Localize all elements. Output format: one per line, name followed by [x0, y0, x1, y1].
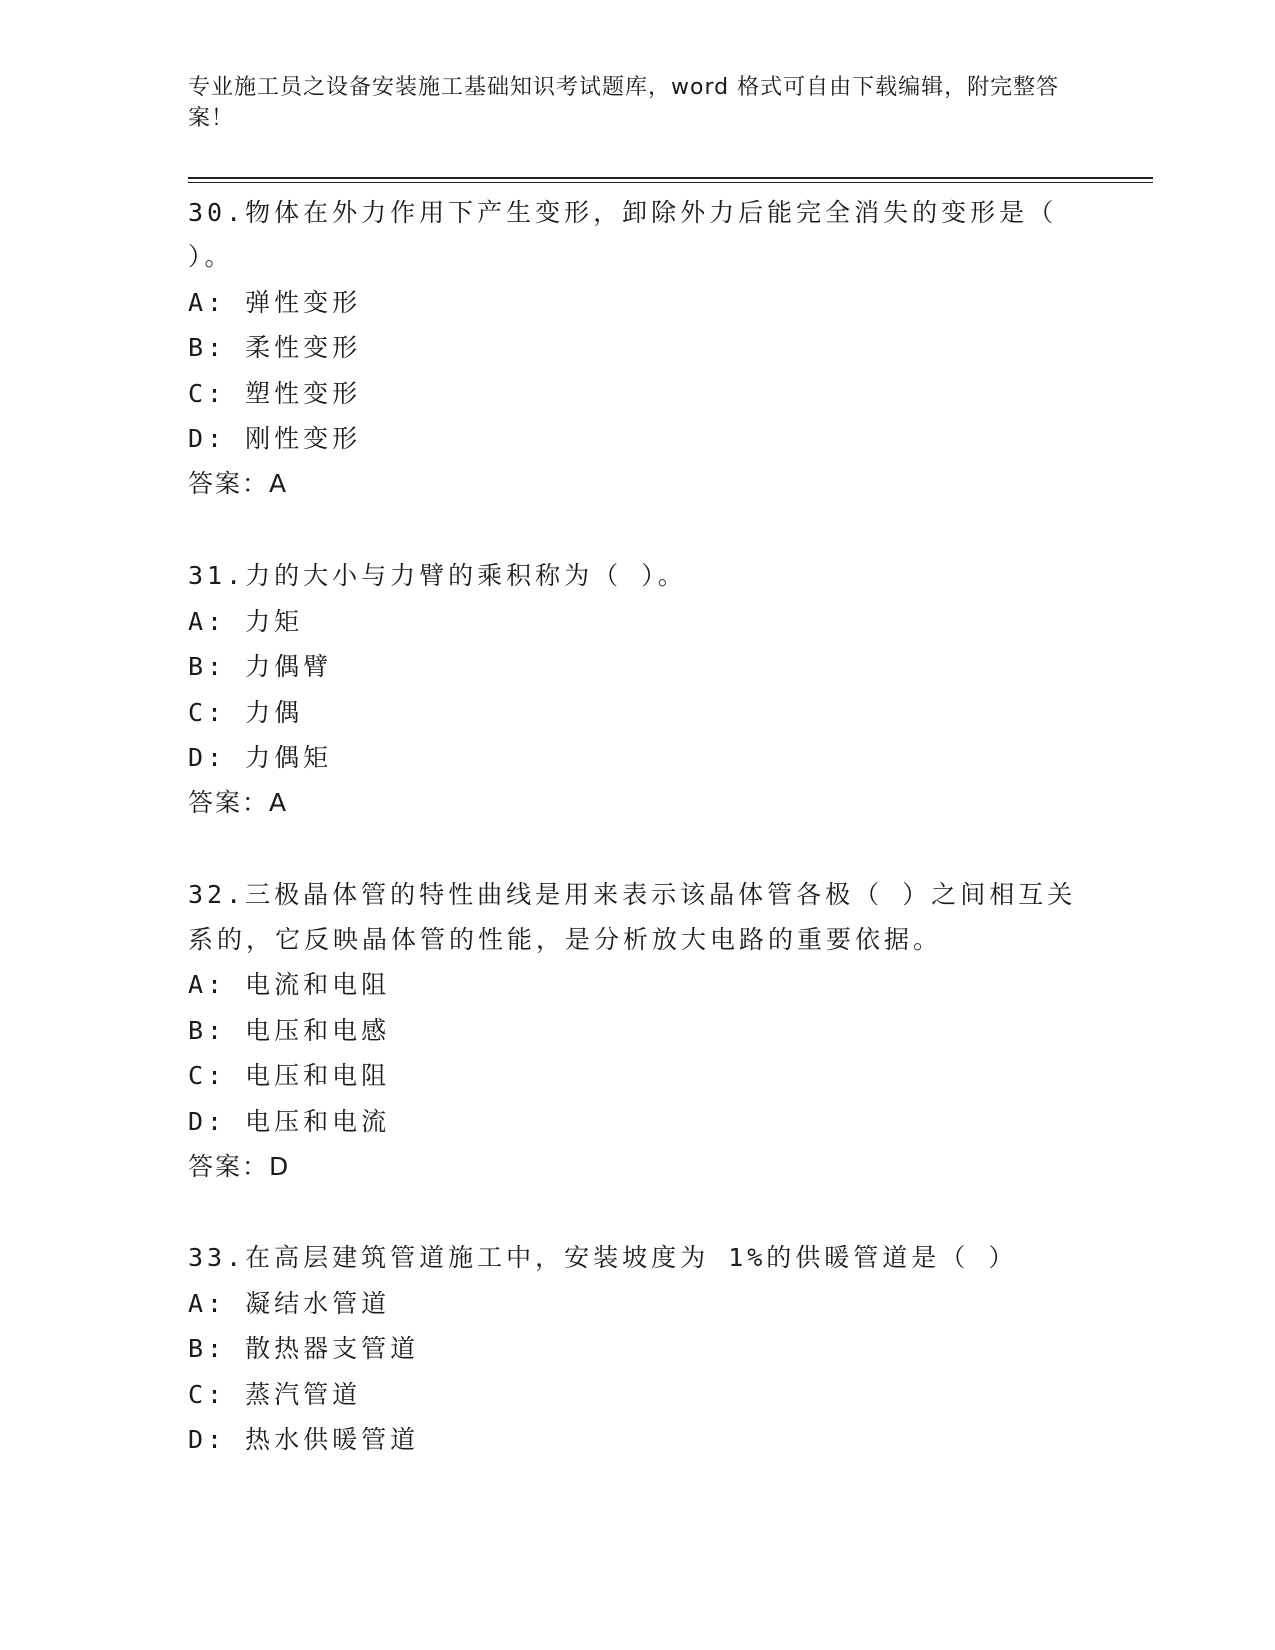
question-33-option-d: D: 热水供暖管道 — [188, 1425, 420, 1454]
question-30-answer: 答案：A — [188, 469, 289, 498]
question-33-option-c: C: 蒸汽管道 — [188, 1380, 362, 1409]
question-30-option-a: A: 弹性变形 — [188, 288, 362, 317]
question-31-stem-line1: 31.力的大小与力臂的乘积称为（ ）。 — [188, 561, 687, 590]
header-divider — [188, 177, 1153, 179]
question-31-option-d: D: 力偶矩 — [188, 743, 333, 772]
question-32-option-d: D: 电压和电流 — [188, 1107, 391, 1136]
question-30-option-c: C: 塑性变形 — [188, 379, 362, 408]
question-30-stem-line1: 30.物体在外力作用下产生变形，卸除外力后能完全消失的变形是（ — [188, 198, 1058, 227]
question-30-stem-line2: ）。 — [188, 242, 234, 271]
question-31-option-b: B: 力偶臂 — [188, 652, 333, 681]
document-header: 专业施工员之设备安装施工基础知识考试题库，word 格式可自由下载编辑，附完整答案！ — [188, 75, 1060, 131]
question-33-stem-line1: 33.在高层建筑管道施工中，安装坡度为 1%的供暖管道是（ ） — [188, 1243, 1018, 1272]
question-32-stem-line2: 系的，它反映晶体管的性能，是分析放大电路的重要依据。 — [188, 925, 943, 954]
question-33-option-b: B: 散热器支管道 — [188, 1334, 420, 1363]
question-32-option-b: B: 电压和电感 — [188, 1016, 391, 1045]
question-32-option-c: C: 电压和电阻 — [188, 1061, 391, 1090]
header-divider-thin — [188, 182, 1153, 183]
question-30-option-b: B: 柔性变形 — [188, 333, 362, 362]
question-30-option-d: D: 刚性变形 — [188, 424, 362, 453]
question-33-option-a: A: 凝结水管道 — [188, 1289, 391, 1318]
question-32-stem-line1: 32.三极晶体管的特性曲线是用来表示该晶体管各极（ ）之间相互关 — [188, 880, 1077, 909]
question-32-option-a: A: 电流和电阻 — [188, 970, 391, 999]
question-31-answer: 答案：A — [188, 788, 289, 817]
question-31-option-c: C: 力偶 — [188, 698, 304, 727]
question-31-option-a: A: 力矩 — [188, 607, 304, 636]
question-32-answer: 答案：D — [188, 1152, 291, 1181]
